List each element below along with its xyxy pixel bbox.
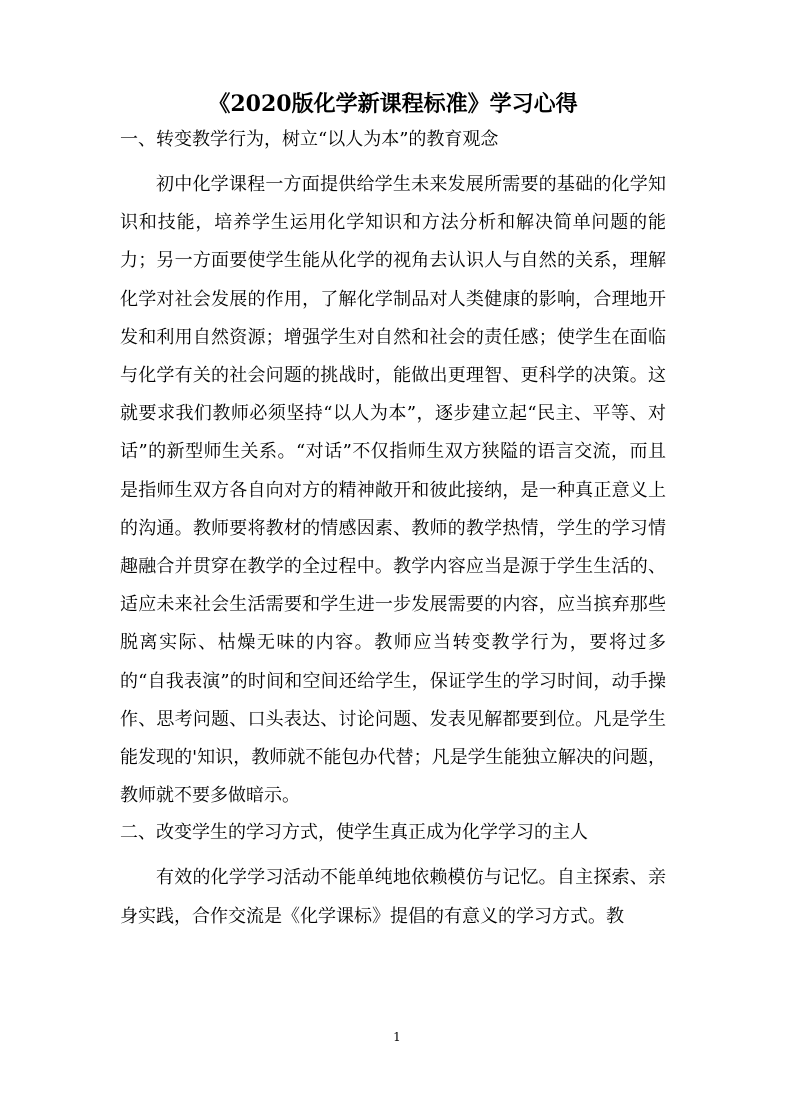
- document-title: 《2020版化学新课程标准》学习心得: [208, 91, 578, 117]
- section-heading: 二、改变学生的学习方式，使学生真正成为化学学习的主人: [120, 822, 588, 844]
- section-1: [120, 128, 666, 815]
- section-paragraph: 初中化学课程一方面提供给学生未来发展所需要的基础的化学知识和技能，培养学生运用化学知识和方法分析和解决简单问题的能力；另一方面要使学生能从化学的视角去认识人与自然的关系，理解化学对社会发展的作用，了解化学制品对人类健康的影响，合理地开发和利用自然资源；增强学生对自然和社会的责任感；使学生在面临与化学有关的社会问题的挑战时，能做出更理智、更科学的决策。这就要求我们教师必须坚持“以人为本”，逐步建立起“民主、平等、对话”的新型师生关系。“对话”不仅指师生双方狭隘的语言交流，而且是指师生双方各自向对方的精神敞开和彼此接纳，是一种真正意义上的沟通。教师要将教材的情感因素、教师的教学热情，学生的学习情趣融合并贯穿在教学的全过程中。教学内容应当是源于学生生活的、适应未来社会生活需要和学生进一步发展需要的内容，应当摈弃那些脱离实际、枯燥无味的内容。教师应当转变教学行为，要将过多的“自我表演”的时间和空间还给学生，保证学生的学习时间，动手操作、思考问题、口头表达、讨论问题、发表见解都要到位。凡是学生能发现的'知识，教师就不能包办代替；凡是学生能独立解决的问题，教师就不要多做暗示。: [120, 174, 666, 807]
- section-2: [120, 821, 666, 935]
- document-page: [120, 86, 666, 942]
- page-number: 1: [393, 1030, 401, 1044]
- section-heading: 一、转变教学行为，树立“以人为本”的教育观念: [120, 129, 499, 150]
- section-paragraph: 有效的化学学习活动不能单纯地依赖模仿与记忆。自主探索、亲身实践，合作交流是《化学课标》提倡的有意义的学习方式。教: [120, 867, 666, 927]
